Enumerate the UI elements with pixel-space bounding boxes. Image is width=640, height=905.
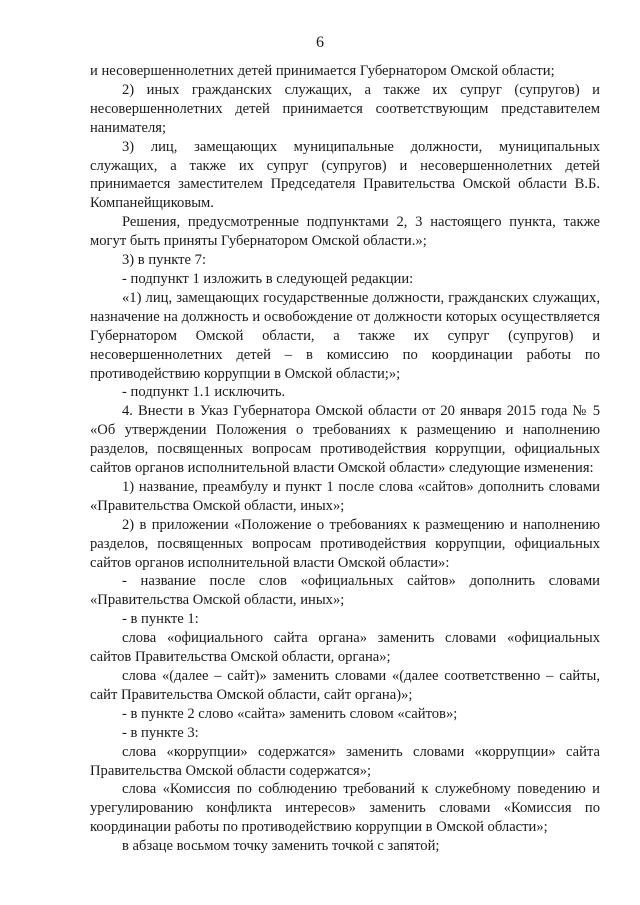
paragraph: слова «(далее – сайт)» заменить словами «(далее соответственно – сайты, сайт Правительства Омской области, сайт органа)»; bbox=[90, 668, 600, 703]
paragraph: - подпункт 1.1 исключить. bbox=[122, 384, 286, 401]
paragraph: 2) в приложении «Положение о требованиях к размещению и наполнению разделов, посвященных вопросам противодействия коррупции, официальных сайтов органов исполнительной власти Омской области»: bbox=[90, 516, 600, 571]
page-number: 6 bbox=[316, 34, 324, 51]
paragraph: слова «коррупции» содержатся» заменить словами «коррупции» сайта Правительства Омской области содержатся»; bbox=[90, 743, 600, 779]
paragraph: 1) название, преамбулу и пункт 1 после слова «сайтов» дополнить словами «Правительства Омской области, иных»; bbox=[90, 478, 600, 514]
paragraph: 3) лиц, замещающих муниципальные должности, муниципальных служащих, а также их супруг (супругов) и несовершеннолетних детей принимается заместителем Председателя Правительства Омской области В.Б. Компанейщиковым. bbox=[90, 138, 600, 212]
paragraph: 2) иных гражданских служащих, а также их супруг (супругов) и несовершеннолетних детей принимается соответствующим представителем нанимателя; bbox=[90, 81, 600, 136]
paragraph-continuation: и несовершеннолетних детей принимается Губернатором Омской области; bbox=[90, 63, 555, 79]
paragraph: слова «Комиссия по соблюдению требований к служебному поведению и урегулированию конфликта интересов» заменить словами «Комиссия по координации работы по противодействию коррупции в Омской области»; bbox=[90, 781, 600, 836]
paragraph: - в пункте 2 слово «сайта» заменить словом «сайтов»; bbox=[122, 705, 458, 722]
paragraph: 3) в пункте 7: bbox=[122, 252, 207, 269]
paragraph: в абзаце восьмом точку заменить точкой с запятой; bbox=[122, 838, 440, 855]
document-body bbox=[90, 62, 600, 856]
paragraph: слова «официального сайта органа» заменить словами «официальных сайтов Правительства Омской области, органа»; bbox=[90, 630, 600, 666]
paragraph: «1) лиц, замещающих государственные должности, гражданских служащих, назначение на должность и освобождение от должности которых осуществляется Губернатором Омской области, а также их супруг (супругов) и несовершеннолетних детей – в комиссию по координации работы по противодействию коррупции в Омской области;»; bbox=[90, 289, 600, 382]
paragraph: - в пункте 1: bbox=[122, 611, 199, 628]
paragraph: - в пункте 3: bbox=[122, 724, 199, 741]
paragraph: 4. Внести в Указ Губернатора Омской области от 20 января 2015 года № 5 «Об утверждении Положения о требованиях к размещению и наполнению разделов, посвященных вопросам противодействия коррупции, официальных сайтов органов исполнительной власти Омской области» следующие изменения: bbox=[90, 403, 600, 477]
paragraph: - подпункт 1 изложить в следующей редакции: bbox=[122, 270, 414, 287]
paragraph: Решения, предусмотренные подпунктами 2, 3 настоящего пункта, также могут быть приняты Губернатором Омской области.»; bbox=[90, 214, 600, 250]
paragraph: - название после слов «официальных сайтов» дополнить словами «Правительства Омской области, иных»; bbox=[90, 573, 600, 609]
